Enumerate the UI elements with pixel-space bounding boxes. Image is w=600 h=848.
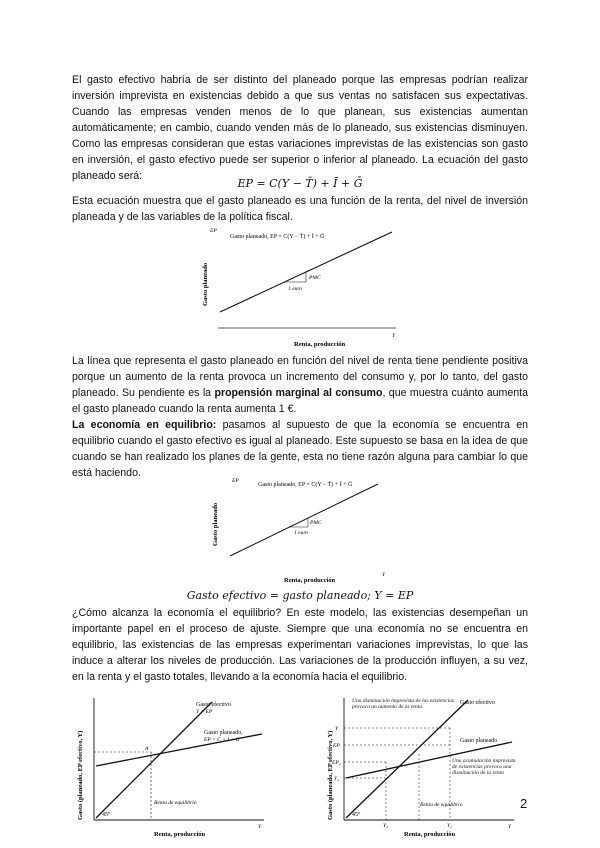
fig4-label-ep: EP [333, 743, 340, 749]
fig4-x-end: Y [508, 824, 512, 830]
equilibrio-heading: La economía en equilibrio: [72, 419, 217, 431]
paragraph-pendiente [72, 353, 528, 417]
fig3-x-end: Y [258, 824, 262, 830]
fig1-one-euro: 1 euro [288, 286, 303, 292]
fig4-angle: 45° [352, 812, 361, 818]
fig1-y-top: EP [210, 228, 217, 234]
fig2-x-end: Y [382, 572, 386, 578]
fig2-one-euro: 1 euro [294, 530, 309, 536]
fig2-ylabel: Gasto planeado [212, 502, 219, 546]
fig3-eq-note: Renta de equilibrio [154, 800, 197, 806]
fig4-x-label-y2: Y₂ [383, 823, 388, 829]
fig3-actual-eq: Y = EP [196, 709, 213, 715]
fig1-pmc: PMC [309, 275, 321, 281]
fig2-plan-line [230, 484, 378, 556]
fig2-pmc: PMC [310, 520, 322, 526]
fig3-ylabel: Gasto (planeado, EP efectivo, Y) [77, 730, 84, 820]
fig4-x-label-y1: Y₁ [447, 823, 452, 829]
pmc-term: propensión marginal al consumo [214, 387, 383, 399]
para3-text-a: La línea que representa el gasto planeado en función del nivel de renta tiene pendiente positiva porque un aumento de la renta provoca un incremento del consumo y, por lo tanto, del gasto planeado. Su pendiente es la [72, 355, 528, 399]
para3-text-b: , que muestra cuánto aumenta el gasto planeado cuando la renta aumenta 1 €. [72, 387, 528, 415]
fig4-planned-label: Gasto planeado [460, 738, 498, 744]
fig3-angle: 45° [102, 812, 111, 818]
figure-gasto-planeado-1 [196, 224, 406, 348]
fig4-eq-note: Renta de equilibrio [420, 802, 463, 808]
paragraph-ecuacion: Esta ecuación muestra que el gasto planeado es una función de la renta, del nivel de inversión planeada y de las variables de la política fiscal. [72, 195, 528, 223]
equation-gasto-planeado: EP = C(Y − T̄) + Ī + Ḡ [237, 177, 363, 190]
fig4-label-y: Y [335, 726, 339, 732]
fig4-label-ep2: EP₂ [332, 760, 341, 766]
figure-cruz-keynesiana [72, 694, 272, 842]
fig3-point-a: A [145, 746, 149, 752]
fig3-planned-label: Gasto planeado, [204, 730, 243, 736]
fig4-note-top: Una disminución imprevista de las existencias provoca un aumento de la renta [352, 698, 454, 710]
fig4-label-y2: Y₂ [334, 776, 339, 782]
figure-gasto-planeado-2 [208, 474, 398, 586]
fig1-line-label: Gasto planeado, EP = C(Y − T̄) + Ī + Ḡ [230, 234, 325, 240]
fig4-note-right: Una acumulación imprevista de existencias provoca una disminución de la renta [452, 758, 516, 776]
paragraph-gasto-efectivo: El gasto efectivo habría de ser distinto del planeado porque las empresas podrían realizar inversión imprevista en existencias debido a que sus ventas no satisfacen sus expectativas. Cuando las empresas venden menos de lo que planean, sus existencias aumentan automáticamente; en cambio, cuando venden más de lo planeado, sus existencias disminuyen. Como las empresas consideran que estas variaciones imprevistas de las existencias son gasto en inversión, el gasto efectivo puede ser superior o inferior al planeado. La ecuación del gasto planeado será: [72, 74, 528, 182]
fig2-line-label: Gasto planeado, EP = C(Y − T̄) + Ī + Ḡ [258, 482, 353, 488]
fig3-xlabel: Renta, producción [154, 831, 206, 838]
paragraph-equilibrio [72, 417, 528, 481]
equation-equilibrio: Gasto efectivo = gasto planeado; Y = EP [186, 589, 414, 602]
fig1-ylabel: Gasto planeado [202, 262, 209, 306]
fig4-actual-label: Gasto efectivo [460, 700, 495, 706]
fig1-x-end: Y [392, 333, 396, 339]
paragraph-ajuste: ¿Cómo alcanza la economía el equilibrio? En este modelo, las existencias desempeñan un importante papel en el proceso de ajuste. Siempre que una economía no se encuentra en equilibrio, las existencias de las empresas experimentan variaciones imprevistas, lo que las induce a alterar los niveles de producción. Las variaciones de la producción influyen, a su vez, en la renta y el gasto totales, llevando a la economía hacia el equilibrio. [72, 607, 528, 683]
fig2-xlabel: Renta, producción [284, 577, 336, 584]
fig4-xlabel: Renta, producción [404, 831, 456, 838]
page-number: 2 [520, 796, 528, 811]
fig2-y-top: EP [232, 478, 239, 484]
fig1-xlabel: Renta, producción [294, 341, 346, 348]
fig4-ylabel: Gasto (planeado, EP efectivo, Y) [327, 730, 334, 820]
para4-text: pasamos al supuesto de que la economía se encuentra en equilibrio cuando el gasto efectivo es igual al planeado. Este supuesto se basa en la idea de que cuando se han realizado los planes de la gente, esta no tiene razón alguna para cambiar lo que está haciendo. [72, 419, 528, 479]
fig3-planned-eq: EP = C + I + G [204, 737, 240, 743]
fig3-actual-label: Gasto efectivo [196, 702, 231, 708]
figure-ajuste-equilibrio [322, 694, 522, 842]
